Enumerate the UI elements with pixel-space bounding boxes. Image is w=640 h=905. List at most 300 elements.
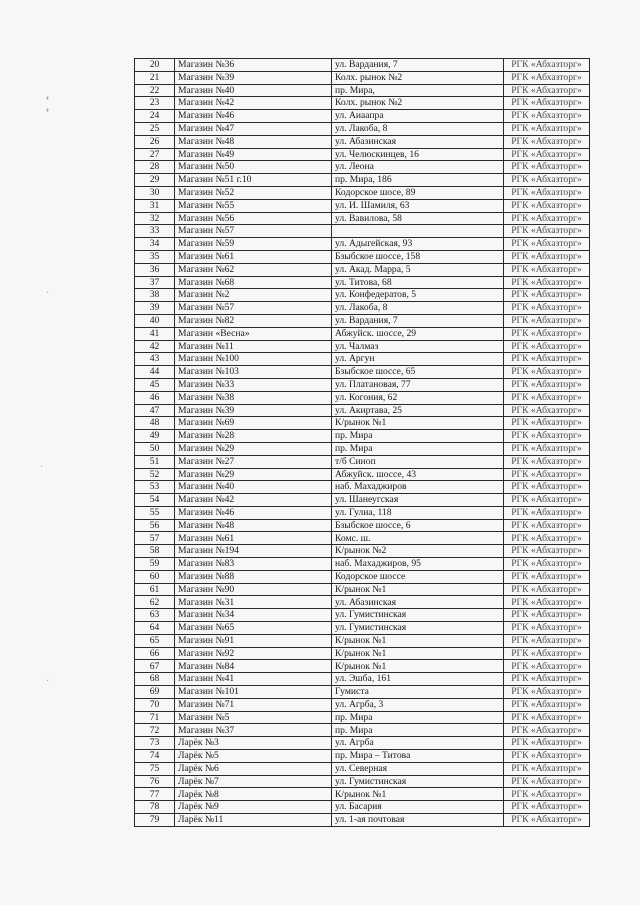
shop-name-cell: Магазин №36 (175, 59, 332, 72)
shop-address-cell: ул. Аргун (332, 353, 504, 366)
shop-name-cell: Магазин №92 (175, 647, 332, 660)
shop-address-cell: ул. Абазинская (332, 596, 504, 609)
table-row (135, 596, 590, 609)
shop-address-cell: ул. Гулиа, 118 (332, 506, 504, 519)
shop-name-cell: Магазин №50 (175, 161, 332, 174)
row-number-cell: 27 (135, 148, 175, 161)
shop-name-cell: Магазин №48 (175, 135, 332, 148)
shop-name-cell: Магазин №68 (175, 276, 332, 289)
row-number-cell: 78 (135, 801, 175, 814)
shop-name-cell: Магазин №39 (175, 404, 332, 417)
table-row (135, 468, 590, 481)
organization-cell: РГК «Абхазторг» (504, 545, 590, 558)
table-row (135, 506, 590, 519)
table-row (135, 532, 590, 545)
shop-address-cell: Кодорское шоссе (332, 570, 504, 583)
shop-name-cell: Магазин №88 (175, 570, 332, 583)
shop-address-cell: ул. Челюскинцев, 16 (332, 148, 504, 161)
shop-address-cell: ул. Басария (332, 801, 504, 814)
organization-cell: РГК «Абхазторг» (504, 186, 590, 199)
row-number-cell: 40 (135, 314, 175, 327)
organization-cell: РГК «Абхазторг» (504, 417, 590, 430)
organization-cell: РГК «Абхазторг» (504, 148, 590, 161)
shop-name-cell: Магазин №38 (175, 391, 332, 404)
organization-cell: РГК «Абхазторг» (504, 698, 590, 711)
shop-name-cell: Магазин №91 (175, 634, 332, 647)
shop-name-cell: Магазин №84 (175, 660, 332, 673)
shop-name-cell: Магазин №71 (175, 698, 332, 711)
shop-name-cell: Магазин №46 (175, 110, 332, 123)
shop-name-cell: Магазин №55 (175, 199, 332, 212)
shop-address-cell: пр. Мира (332, 430, 504, 443)
row-number-cell: 47 (135, 404, 175, 417)
organization-cell: РГК «Абхазторг» (504, 686, 590, 699)
row-number-cell: 54 (135, 494, 175, 507)
table-row (135, 724, 590, 737)
shop-address-cell: ул. Гумистинская (332, 609, 504, 622)
shop-name-cell: Магазин №100 (175, 353, 332, 366)
row-number-cell: 37 (135, 276, 175, 289)
row-number-cell: 31 (135, 199, 175, 212)
row-number-cell: 71 (135, 711, 175, 724)
shop-name-cell: Магазин №57 (175, 302, 332, 315)
shop-name-cell: Магазин №40 (175, 84, 332, 97)
table-row (135, 238, 590, 251)
organization-cell: РГК «Абхазторг» (504, 135, 590, 148)
organization-cell: РГК «Абхазторг» (504, 59, 590, 72)
table-row (135, 199, 590, 212)
organization-cell: РГК «Абхазторг» (504, 558, 590, 571)
row-number-cell: 60 (135, 570, 175, 583)
shop-address-cell (332, 225, 504, 238)
row-number-cell: 48 (135, 417, 175, 430)
row-number-cell: 58 (135, 545, 175, 558)
table-row (135, 84, 590, 97)
shop-name-cell: Магазин №46 (175, 506, 332, 519)
table-row (135, 634, 590, 647)
organization-cell: РГК «Абхазторг» (504, 673, 590, 686)
organization-cell: РГК «Абхазторг» (504, 506, 590, 519)
organization-cell: РГК «Абхазторг» (504, 161, 590, 174)
shop-address-cell: Гумиста (332, 686, 504, 699)
organization-cell: РГК «Абхазторг» (504, 263, 590, 276)
shop-address-cell: пр. Мира (332, 711, 504, 724)
row-number-cell: 33 (135, 225, 175, 238)
row-number-cell: 63 (135, 609, 175, 622)
organization-cell: РГК «Абхазторг» (504, 199, 590, 212)
row-number-cell: 34 (135, 238, 175, 251)
row-number-cell: 62 (135, 596, 175, 609)
table-row (135, 801, 590, 814)
row-number-cell: 52 (135, 468, 175, 481)
table-row (135, 250, 590, 263)
shop-name-cell: Магазин №62 (175, 263, 332, 276)
shop-address-cell: ул. Акад. Марра, 5 (332, 263, 504, 276)
organization-cell: РГК «Абхазторг» (504, 71, 590, 84)
table-row (135, 442, 590, 455)
shop-address-cell: пр. Мира (332, 724, 504, 737)
shop-name-cell: Магазин №33 (175, 378, 332, 391)
row-number-cell: 49 (135, 430, 175, 443)
table-row (135, 814, 590, 827)
row-number-cell: 69 (135, 686, 175, 699)
table-row (135, 225, 590, 238)
shop-address-cell: ул. Леона (332, 161, 504, 174)
shop-name-cell: Ларёк №11 (175, 814, 332, 827)
row-number-cell: 50 (135, 442, 175, 455)
organization-cell: РГК «Абхазторг» (504, 583, 590, 596)
organization-cell: РГК «Абхазторг» (504, 596, 590, 609)
shop-name-cell: Магазин №29 (175, 442, 332, 455)
shop-address-cell: пр. Мира (332, 442, 504, 455)
shop-address-cell: Колх. рынок №2 (332, 71, 504, 84)
shop-address-cell: ул. Аиаапра (332, 110, 504, 123)
organization-cell: РГК «Абхазторг» (504, 442, 590, 455)
shop-address-cell: ул. Адыгейская, 93 (332, 238, 504, 251)
organization-cell: РГК «Абхазторг» (504, 455, 590, 468)
row-number-cell: 24 (135, 110, 175, 123)
shop-name-cell: Магазин №5 (175, 711, 332, 724)
shop-name-cell: Магазин №27 (175, 455, 332, 468)
table-row (135, 302, 590, 315)
organization-cell: РГК «Абхазторг» (504, 494, 590, 507)
row-number-cell: 56 (135, 519, 175, 532)
organization-cell: РГК «Абхазторг» (504, 250, 590, 263)
table-row (135, 762, 590, 775)
shop-name-cell: Магазин №82 (175, 314, 332, 327)
table-row (135, 609, 590, 622)
table-row (135, 545, 590, 558)
organization-cell: РГК «Абхазторг» (504, 468, 590, 481)
table-row (135, 71, 590, 84)
shop-address-cell: Бзыбское шоссе, 6 (332, 519, 504, 532)
row-number-cell: 70 (135, 698, 175, 711)
shop-name-cell: Магазин №194 (175, 545, 332, 558)
shop-address-cell: Колх. рынок №2 (332, 97, 504, 110)
table-row (135, 737, 590, 750)
shop-address-cell: ул. Абазинская (332, 135, 504, 148)
shop-address-cell: К/рынок №1 (332, 647, 504, 660)
organization-cell: РГК «Абхазторг» (504, 634, 590, 647)
shop-address-cell: К/рынок №1 (332, 417, 504, 430)
organization-cell: РГК «Абхазторг» (504, 519, 590, 532)
organization-cell: РГК «Абхазторг» (504, 801, 590, 814)
shop-name-cell: Магазин №28 (175, 430, 332, 443)
shop-name-cell: Ларёк №5 (175, 750, 332, 763)
organization-cell: РГК «Абхазторг» (504, 366, 590, 379)
shop-address-cell: ул. Чалмаз (332, 340, 504, 353)
organization-cell: РГК «Абхазторг» (504, 724, 590, 737)
organization-cell: РГК «Абхазторг» (504, 404, 590, 417)
table-row (135, 97, 590, 110)
organization-cell: РГК «Абхазторг» (504, 289, 590, 302)
table-row (135, 366, 590, 379)
table-row (135, 186, 590, 199)
table-row (135, 660, 590, 673)
shop-name-cell: Магазин №101 (175, 686, 332, 699)
table-row (135, 212, 590, 225)
table-row (135, 711, 590, 724)
organization-cell: РГК «Абхазторг» (504, 532, 590, 545)
table-row (135, 122, 590, 135)
table-row (135, 174, 590, 187)
shop-name-cell: Магазин №69 (175, 417, 332, 430)
organization-cell: РГК «Абхазторг» (504, 302, 590, 315)
shop-name-cell: Магазин №40 (175, 481, 332, 494)
margin-mark: · (46, 288, 50, 299)
table-row (135, 750, 590, 763)
margin-mark: · (46, 676, 50, 687)
shop-address-cell: Абжуйск. шоссе, 43 (332, 468, 504, 481)
table-row (135, 481, 590, 494)
shop-name-cell: Магазин №34 (175, 609, 332, 622)
row-number-cell: 21 (135, 71, 175, 84)
shop-address-cell: ул. И. Шамиля, 63 (332, 199, 504, 212)
organization-cell: РГК «Абхазторг» (504, 391, 590, 404)
row-number-cell: 64 (135, 622, 175, 635)
shop-address-cell: К/рынок №2 (332, 545, 504, 558)
row-number-cell: 44 (135, 366, 175, 379)
row-number-cell: 57 (135, 532, 175, 545)
shop-address-cell: пр. Мира – Титова (332, 750, 504, 763)
shop-address-cell: ул. Эшба, 161 (332, 673, 504, 686)
organization-cell: РГК «Абхазторг» (504, 430, 590, 443)
organization-cell: РГК «Абхазторг» (504, 570, 590, 583)
shop-name-cell: Магазин №31 (175, 596, 332, 609)
shop-name-cell: Магазин №37 (175, 724, 332, 737)
table-row (135, 404, 590, 417)
shop-address-cell: ул. 1-ая почтовая (332, 814, 504, 827)
shop-address-cell: К/рынок №1 (332, 634, 504, 647)
organization-cell: РГК «Абхазторг» (504, 378, 590, 391)
organization-cell: РГК «Абхазторг» (504, 238, 590, 251)
shop-address-cell: ул. Вардания, 7 (332, 314, 504, 327)
shop-name-cell: Магазин №61 (175, 250, 332, 263)
shop-address-cell: ул. Лакоба, 8 (332, 302, 504, 315)
table-row (135, 558, 590, 571)
table-row (135, 276, 590, 289)
table-row (135, 647, 590, 660)
shop-address-cell: ул. Агрба (332, 737, 504, 750)
organization-cell: РГК «Абхазторг» (504, 737, 590, 750)
shop-list-table (134, 58, 590, 827)
table-row (135, 494, 590, 507)
shop-address-cell: наб. Махаджиров, 95 (332, 558, 504, 571)
shop-address-cell: К/рынок №1 (332, 583, 504, 596)
shop-address-cell: ул. Когония, 62 (332, 391, 504, 404)
row-number-cell: 28 (135, 161, 175, 174)
row-number-cell: 77 (135, 788, 175, 801)
organization-cell: РГК «Абхазторг» (504, 762, 590, 775)
organization-cell: РГК «Абхазторг» (504, 327, 590, 340)
table-row (135, 314, 590, 327)
row-number-cell: 23 (135, 97, 175, 110)
organization-cell: РГК «Абхазторг» (504, 340, 590, 353)
row-number-cell: 68 (135, 673, 175, 686)
row-number-cell: 42 (135, 340, 175, 353)
table-row (135, 391, 590, 404)
shop-address-cell: ул. Шанеугская (332, 494, 504, 507)
table-row (135, 455, 590, 468)
row-number-cell: 67 (135, 660, 175, 673)
shop-address-cell: К/рынок №1 (332, 788, 504, 801)
organization-cell: РГК «Абхазторг» (504, 711, 590, 724)
organization-cell: РГК «Абхазторг» (504, 122, 590, 135)
table-row (135, 161, 590, 174)
row-number-cell: 72 (135, 724, 175, 737)
organization-cell: РГК «Абхазторг» (504, 84, 590, 97)
shop-name-cell: Магазин №42 (175, 494, 332, 507)
shop-address-cell: ул. Агрба, 3 (332, 698, 504, 711)
table-row (135, 519, 590, 532)
organization-cell: РГК «Абхазторг» (504, 775, 590, 788)
row-number-cell: 30 (135, 186, 175, 199)
shop-name-cell: Магазин №48 (175, 519, 332, 532)
shop-address-cell: ул. Вавилова, 58 (332, 212, 504, 225)
row-number-cell: 25 (135, 122, 175, 135)
row-number-cell: 29 (135, 174, 175, 187)
shop-name-cell: Магазин №61 (175, 532, 332, 545)
shop-name-cell: Ларёк №9 (175, 801, 332, 814)
organization-cell: РГК «Абхазторг» (504, 660, 590, 673)
table-row (135, 378, 590, 391)
row-number-cell: 79 (135, 814, 175, 827)
row-number-cell: 46 (135, 391, 175, 404)
organization-cell: РГК «Абхазторг» (504, 814, 590, 827)
shop-name-cell: Магазин №52 (175, 186, 332, 199)
table-row (135, 673, 590, 686)
organization-cell: РГК «Абхазторг» (504, 353, 590, 366)
row-number-cell: 66 (135, 647, 175, 660)
shop-address-cell: ул. Платановая, 77 (332, 378, 504, 391)
row-number-cell: 75 (135, 762, 175, 775)
shop-name-cell: Магазин №83 (175, 558, 332, 571)
shop-name-cell: Ларёк №8 (175, 788, 332, 801)
shop-address-cell: Бзыбское шоссе, 65 (332, 366, 504, 379)
table-row (135, 430, 590, 443)
shop-name-cell: Магазин №41 (175, 673, 332, 686)
row-number-cell: 51 (135, 455, 175, 468)
shop-name-cell: Ларёк №6 (175, 762, 332, 775)
organization-cell: РГК «Абхазторг» (504, 225, 590, 238)
shop-address-cell: ул. Гумистинская (332, 775, 504, 788)
table-row (135, 570, 590, 583)
row-number-cell: 41 (135, 327, 175, 340)
shop-name-cell: Магазин №29 (175, 468, 332, 481)
row-number-cell: 76 (135, 775, 175, 788)
shop-name-cell: Магазин №65 (175, 622, 332, 635)
organization-cell: РГК «Абхазторг» (504, 750, 590, 763)
shop-name-cell: Магазин №49 (175, 148, 332, 161)
shop-name-cell: Магазин №59 (175, 238, 332, 251)
shop-address-cell: Комс. ш. (332, 532, 504, 545)
shop-name-cell: Магазин №51 г.10 (175, 174, 332, 187)
row-number-cell: 73 (135, 737, 175, 750)
shop-name-cell: Магазин №2 (175, 289, 332, 302)
table-row (135, 110, 590, 123)
row-number-cell: 65 (135, 634, 175, 647)
table-row (135, 698, 590, 711)
table-row (135, 622, 590, 635)
shop-name-cell: Магазин №90 (175, 583, 332, 596)
shop-name-cell: Магазин №103 (175, 366, 332, 379)
row-number-cell: 45 (135, 378, 175, 391)
shop-name-cell: Магазин «Весна» (175, 327, 332, 340)
organization-cell: РГК «Абхазторг» (504, 276, 590, 289)
shop-address-cell: Бзыбское шоссе, 158 (332, 250, 504, 263)
shop-address-cell: пр. Мира, (332, 84, 504, 97)
row-number-cell: 39 (135, 302, 175, 315)
shop-address-cell: Кодорское шосе, 89 (332, 186, 504, 199)
margin-mark: ❜ (46, 96, 50, 107)
shop-address-cell: ул. Гумистинская (332, 622, 504, 635)
organization-cell: РГК «Абхазторг» (504, 110, 590, 123)
organization-cell: РГК «Абхазторг» (504, 212, 590, 225)
row-number-cell: 55 (135, 506, 175, 519)
table-row (135, 340, 590, 353)
shop-name-cell: Магазин №39 (175, 71, 332, 84)
shop-name-cell: Магазин №42 (175, 97, 332, 110)
organization-cell: РГК «Абхазторг» (504, 622, 590, 635)
table-body (135, 59, 590, 827)
row-number-cell: 59 (135, 558, 175, 571)
shop-address-cell: т/б Синоп (332, 455, 504, 468)
shop-address-cell: К/рынок №1 (332, 660, 504, 673)
organization-cell: РГК «Абхазторг» (504, 647, 590, 660)
margin-mark: · (40, 462, 44, 473)
row-number-cell: 74 (135, 750, 175, 763)
shop-name-cell: Магазин №47 (175, 122, 332, 135)
shop-address-cell: Абжуйск. шоссе, 29 (332, 327, 504, 340)
table-row (135, 135, 590, 148)
shop-address-cell: ул. Конфедератов, 5 (332, 289, 504, 302)
shop-address-cell: пр. Мира, 186 (332, 174, 504, 187)
row-number-cell: 38 (135, 289, 175, 302)
row-number-cell: 35 (135, 250, 175, 263)
shop-address-cell: ул. Вардания, 7 (332, 59, 504, 72)
row-number-cell: 26 (135, 135, 175, 148)
shop-name-cell: Ларёк №7 (175, 775, 332, 788)
organization-cell: РГК «Абхазторг» (504, 481, 590, 494)
row-number-cell: 22 (135, 84, 175, 97)
row-number-cell: 53 (135, 481, 175, 494)
row-number-cell: 43 (135, 353, 175, 366)
row-number-cell: 20 (135, 59, 175, 72)
table-row (135, 417, 590, 430)
row-number-cell: 36 (135, 263, 175, 276)
organization-cell: РГК «Абхазторг» (504, 609, 590, 622)
shop-address-cell: ул. Лакоба, 8 (332, 122, 504, 135)
table-row (135, 148, 590, 161)
organization-cell: РГК «Абхазторг» (504, 788, 590, 801)
table-row (135, 788, 590, 801)
shop-address-cell: ул. Северная (332, 762, 504, 775)
table-row (135, 289, 590, 302)
organization-cell: РГК «Абхазторг» (504, 174, 590, 187)
shop-name-cell: Магазин №57 (175, 225, 332, 238)
shop-name-cell: Ларёк №3 (175, 737, 332, 750)
table-row (135, 353, 590, 366)
shop-address-cell: ул. Акиртава, 25 (332, 404, 504, 417)
table-row (135, 263, 590, 276)
shop-name-cell: Магазин №56 (175, 212, 332, 225)
row-number-cell: 32 (135, 212, 175, 225)
table-row (135, 775, 590, 788)
table-row (135, 59, 590, 72)
organization-cell: РГК «Абхазторг» (504, 97, 590, 110)
table-row (135, 686, 590, 699)
organization-cell: РГК «Абхазторг» (504, 314, 590, 327)
